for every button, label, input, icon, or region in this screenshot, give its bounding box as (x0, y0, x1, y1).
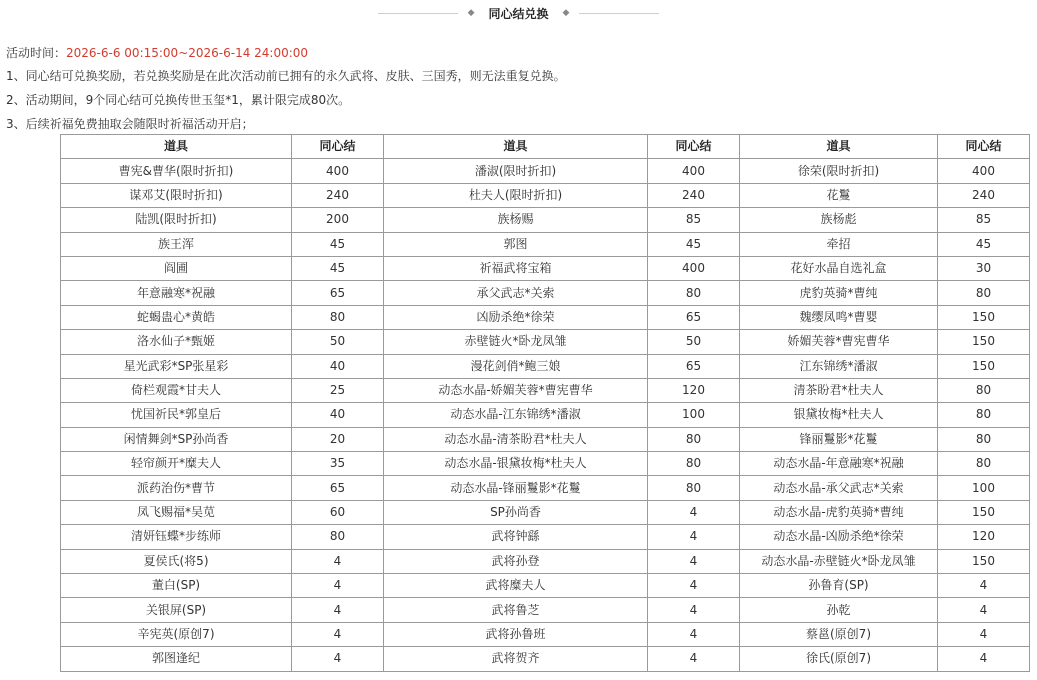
table-row (61, 476, 1030, 500)
column-header-cost: 同心结 (648, 135, 740, 159)
item-name-cell: 孙鲁育(SP) (740, 574, 938, 598)
item-name-cell: 曹宪&曹华(限时折扣) (61, 159, 292, 183)
item-cost-cell: 45 (292, 232, 384, 256)
item-cost-cell: 80 (938, 403, 1030, 427)
column-header-cost: 同心结 (292, 135, 384, 159)
item-name-cell: 锋丽鬘影*花鬘 (740, 427, 938, 451)
item-cost-cell: 80 (648, 452, 740, 476)
item-name-cell: 承父武志*关索 (384, 281, 648, 305)
item-name-cell: 凤飞赐福*吴苋 (61, 500, 292, 524)
item-name-cell: SP孙尚香 (384, 500, 648, 524)
item-cost-cell: 4 (292, 622, 384, 646)
item-cost-cell: 4 (292, 598, 384, 622)
item-cost-cell: 4 (648, 598, 740, 622)
item-cost-cell: 25 (292, 378, 384, 402)
item-cost-cell: 50 (648, 330, 740, 354)
item-cost-cell: 80 (292, 305, 384, 329)
exchange-table (60, 134, 1030, 672)
table-row (61, 549, 1030, 573)
item-cost-cell: 45 (648, 232, 740, 256)
item-name-cell: 凶励杀绝*徐荣 (384, 305, 648, 329)
item-cost-cell: 65 (292, 476, 384, 500)
item-cost-cell: 4 (648, 647, 740, 671)
table-row (61, 208, 1030, 232)
item-name-cell: 动态水晶-江东锦绣*潘淑 (384, 403, 648, 427)
item-name-cell: 潘淑(限时折扣) (384, 159, 648, 183)
item-cost-cell: 30 (938, 256, 1030, 280)
item-name-cell: 祈福武将宝箱 (384, 256, 648, 280)
item-name-cell: 族杨彪 (740, 208, 938, 232)
table-row (61, 403, 1030, 427)
diamond-icon: ◆ (467, 7, 475, 18)
event-time-label: 活动时间： (6, 46, 67, 60)
item-name-cell: 陆凯(限时折扣) (61, 208, 292, 232)
item-name-cell: 轻帘颜开*糜夫人 (61, 452, 292, 476)
item-cost-cell: 150 (938, 500, 1030, 524)
item-name-cell: 蛇蝎蛊心*黄皓 (61, 305, 292, 329)
item-cost-cell: 4 (648, 525, 740, 549)
item-cost-cell: 80 (648, 281, 740, 305)
item-name-cell: 倚栏观霞*甘夫人 (61, 378, 292, 402)
item-cost-cell: 20 (292, 427, 384, 451)
item-name-cell: 花鬘 (740, 183, 938, 207)
item-name-cell: 清茶盼君*杜夫人 (740, 378, 938, 402)
item-name-cell: 动态水晶-凶励杀绝*徐荣 (740, 525, 938, 549)
item-name-cell: 动态水晶-银黛妆梅*杜夫人 (384, 452, 648, 476)
item-cost-cell: 35 (292, 452, 384, 476)
item-name-cell: 派药治伤*曹节 (61, 476, 292, 500)
item-name-cell: 武将鲁芝 (384, 598, 648, 622)
item-cost-cell: 80 (938, 427, 1030, 451)
event-time-value: 2026-6-6 00:15:00~2026-6-14 24:00:00 (66, 46, 309, 60)
title-divider-right (579, 13, 659, 14)
item-name-cell: 董白(SP) (61, 574, 292, 598)
item-cost-cell: 150 (938, 354, 1030, 378)
table-row (61, 500, 1030, 524)
table-header-row (61, 135, 1030, 159)
item-cost-cell: 240 (648, 183, 740, 207)
item-name-cell: 族杨赐 (384, 208, 648, 232)
item-cost-cell: 400 (292, 159, 384, 183)
column-header-item: 道具 (61, 135, 292, 159)
table-row (61, 525, 1030, 549)
rule-line-3: 3、后续祈福免费抽取会随限时祈福活动开启； (6, 117, 254, 131)
item-cost-cell: 60 (292, 500, 384, 524)
item-name-cell: 武将贺齐 (384, 647, 648, 671)
item-name-cell: 谋邓艾(限时折扣) (61, 183, 292, 207)
item-name-cell: 武将糜夫人 (384, 574, 648, 598)
item-name-cell: 魏缨凤鸣*曹婴 (740, 305, 938, 329)
table-row (61, 232, 1030, 256)
item-cost-cell: 100 (938, 476, 1030, 500)
table-row (61, 378, 1030, 402)
table-row (61, 622, 1030, 646)
item-name-cell: 徐氏(原创7) (740, 647, 938, 671)
item-name-cell: 牵招 (740, 232, 938, 256)
item-cost-cell: 4 (292, 549, 384, 573)
item-name-cell: 孙乾 (740, 598, 938, 622)
item-cost-cell: 200 (292, 208, 384, 232)
item-cost-cell: 150 (938, 549, 1030, 573)
item-name-cell: 动态水晶-承父武志*关索 (740, 476, 938, 500)
item-cost-cell: 4 (648, 622, 740, 646)
item-name-cell: 蔡邕(原创7) (740, 622, 938, 646)
item-name-cell: 忧国祈民*郭皇后 (61, 403, 292, 427)
item-cost-cell: 240 (292, 183, 384, 207)
item-name-cell: 银黛妆梅*杜夫人 (740, 403, 938, 427)
table-row (61, 647, 1030, 671)
item-cost-cell: 4 (938, 622, 1030, 646)
item-name-cell: 郭图 (384, 232, 648, 256)
item-cost-cell: 240 (938, 183, 1030, 207)
item-cost-cell: 4 (938, 574, 1030, 598)
page-title: 同心结兑换 (488, 6, 549, 21)
item-cost-cell: 4 (938, 598, 1030, 622)
item-name-cell: 族王浑 (61, 232, 292, 256)
item-cost-cell: 4 (648, 500, 740, 524)
table-row (61, 183, 1030, 207)
column-header-item: 道具 (384, 135, 648, 159)
item-name-cell: 娇媚芙蓉*曹宪曹华 (740, 330, 938, 354)
item-name-cell: 杜夫人(限时折扣) (384, 183, 648, 207)
table-row (61, 256, 1030, 280)
rule-line-1: 1、同心结可兑换奖励，若兑换奖励是在此次活动前已拥有的永久武将、皮肤、三国秀，则无法重复兑换。 (6, 69, 566, 83)
item-cost-cell: 80 (648, 427, 740, 451)
item-name-cell: 虎豹英骑*曹纯 (740, 281, 938, 305)
item-name-cell: 漫花剑俏*鲍三娘 (384, 354, 648, 378)
table-row (61, 354, 1030, 378)
item-cost-cell: 40 (292, 403, 384, 427)
item-name-cell: 花好水晶自选礼盒 (740, 256, 938, 280)
table-row (61, 427, 1030, 451)
item-name-cell: 夏侯氏(将5) (61, 549, 292, 573)
item-name-cell: 武将钟繇 (384, 525, 648, 549)
table-row (61, 452, 1030, 476)
item-cost-cell: 400 (938, 159, 1030, 183)
item-name-cell: 清妍钰蝶*步练师 (61, 525, 292, 549)
item-name-cell: 洛水仙子*甄姬 (61, 330, 292, 354)
item-cost-cell: 45 (292, 256, 384, 280)
item-cost-cell: 50 (292, 330, 384, 354)
item-name-cell: 年意融寒*祝融 (61, 281, 292, 305)
item-name-cell: 武将孙鲁班 (384, 622, 648, 646)
table-row (61, 281, 1030, 305)
table-body (61, 159, 1030, 671)
item-name-cell: 动态水晶-清茶盼君*杜夫人 (384, 427, 648, 451)
rule-line-2: 2、活动期间，9个同心结可兑换传世玉玺*1，累计限完成80次。 (6, 93, 351, 107)
item-name-cell: 徐荣(限时折扣) (740, 159, 938, 183)
item-name-cell: 武将孙登 (384, 549, 648, 573)
table-row (61, 598, 1030, 622)
item-name-cell: 关银屏(SP) (61, 598, 292, 622)
title-divider-left (378, 13, 458, 14)
column-header-cost: 同心结 (938, 135, 1030, 159)
item-cost-cell: 45 (938, 232, 1030, 256)
item-cost-cell: 80 (938, 281, 1030, 305)
event-time (6, 45, 308, 61)
item-cost-cell: 40 (292, 354, 384, 378)
item-cost-cell: 85 (938, 208, 1030, 232)
item-cost-cell: 4 (292, 647, 384, 671)
item-cost-cell: 65 (648, 305, 740, 329)
item-cost-cell: 4 (292, 574, 384, 598)
item-cost-cell: 400 (648, 159, 740, 183)
item-cost-cell: 65 (648, 354, 740, 378)
item-cost-cell: 4 (938, 647, 1030, 671)
item-cost-cell: 4 (648, 549, 740, 573)
item-name-cell: 郭图逢纪 (61, 647, 292, 671)
item-name-cell: 江东锦绣*潘淑 (740, 354, 938, 378)
item-cost-cell: 150 (938, 305, 1030, 329)
item-cost-cell: 65 (292, 281, 384, 305)
item-name-cell: 动态水晶-娇媚芙蓉*曹宪曹华 (384, 378, 648, 402)
table-row (61, 330, 1030, 354)
item-cost-cell: 4 (648, 574, 740, 598)
item-name-cell: 动态水晶-赤壁链火*卧龙凤雏 (740, 549, 938, 573)
item-cost-cell: 100 (648, 403, 740, 427)
item-cost-cell: 80 (292, 525, 384, 549)
item-cost-cell: 400 (648, 256, 740, 280)
item-cost-cell: 85 (648, 208, 740, 232)
item-name-cell: 闲情舞剑*SP孙尚香 (61, 427, 292, 451)
item-name-cell: 阎圃 (61, 256, 292, 280)
item-cost-cell: 120 (648, 378, 740, 402)
item-name-cell: 辛宪英(原创7) (61, 622, 292, 646)
item-name-cell: 动态水晶-年意融寒*祝融 (740, 452, 938, 476)
item-cost-cell: 80 (938, 452, 1030, 476)
table-row (61, 305, 1030, 329)
column-header-item: 道具 (740, 135, 938, 159)
item-cost-cell: 150 (938, 330, 1030, 354)
item-name-cell: 动态水晶-虎豹英骑*曹纯 (740, 500, 938, 524)
table-row (61, 574, 1030, 598)
item-name-cell: 动态水晶-锋丽鬘影*花鬘 (384, 476, 648, 500)
item-cost-cell: 120 (938, 525, 1030, 549)
title-bar (0, 0, 1037, 26)
item-cost-cell: 80 (938, 378, 1030, 402)
item-name-cell: 赤壁链火*卧龙凤雏 (384, 330, 648, 354)
item-name-cell: 星光武彩*SP张星彩 (61, 354, 292, 378)
table-row (61, 159, 1030, 183)
diamond-icon: ◆ (562, 7, 570, 18)
item-cost-cell: 80 (648, 476, 740, 500)
